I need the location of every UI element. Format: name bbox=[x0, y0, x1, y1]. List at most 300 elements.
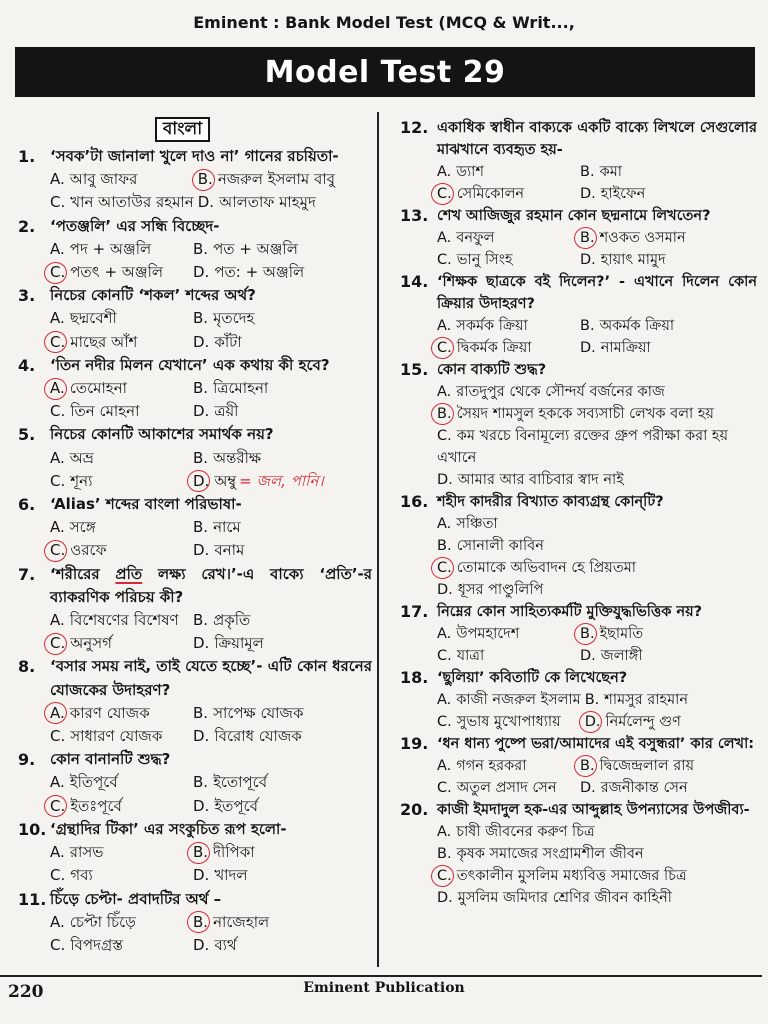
options-list bbox=[15, 771, 372, 817]
option-a bbox=[50, 307, 193, 330]
option-b bbox=[193, 447, 372, 470]
question-line bbox=[15, 748, 372, 771]
question-number: 5. bbox=[18, 425, 36, 445]
question-text: ‘শিক্ষক ছাত্রকে বই দিলেন?’ - এখানে দিলেন কোন ক্রিয়ার উদাহরণ? bbox=[437, 274, 757, 312]
option-text: কমা bbox=[599, 164, 622, 180]
option-label bbox=[50, 447, 65, 470]
option-d bbox=[585, 711, 757, 733]
option-a bbox=[437, 513, 757, 535]
option-a bbox=[50, 609, 193, 632]
option-label bbox=[50, 934, 65, 957]
option-c bbox=[50, 632, 193, 655]
option-text: ক্রিয়ামূল bbox=[214, 634, 264, 653]
option-text: ড্যাশ bbox=[456, 164, 484, 180]
option-a bbox=[50, 377, 193, 400]
option-label bbox=[437, 425, 452, 447]
option-c bbox=[437, 865, 757, 887]
question-number: 6. bbox=[18, 495, 36, 515]
option-d bbox=[193, 331, 372, 354]
option-label bbox=[193, 377, 208, 400]
question-block bbox=[15, 748, 372, 818]
option-d bbox=[437, 887, 757, 909]
options-list bbox=[15, 702, 372, 748]
option-letter: A. bbox=[437, 626, 452, 642]
option-text: খাদল bbox=[214, 866, 248, 885]
option-label bbox=[437, 689, 451, 711]
option-letter: A. bbox=[50, 448, 65, 467]
option-letter: B. bbox=[584, 692, 600, 708]
option-letter: C. bbox=[50, 541, 66, 560]
option-letter: C. bbox=[437, 648, 452, 664]
option-b bbox=[580, 315, 757, 337]
options-list bbox=[15, 238, 372, 284]
question-number: 8. bbox=[18, 657, 36, 677]
running-title: Eminent : Bank Model Test (MCQ & Writ..., bbox=[193, 13, 575, 32]
option-label bbox=[50, 238, 65, 261]
question-text: ‘ছুলিয়া’ কবিতাটি কে লিখেছেন? bbox=[437, 670, 628, 686]
options-list bbox=[385, 755, 757, 799]
option-b bbox=[585, 689, 757, 711]
question-line bbox=[385, 271, 757, 315]
option-text: ওরফে bbox=[70, 541, 107, 560]
option-text: শামসুর রাহমান bbox=[604, 692, 688, 708]
option-letter: B. bbox=[580, 758, 595, 774]
option-text: দ্বিজেন্দ্রলাল রায় bbox=[599, 758, 694, 774]
options-list bbox=[385, 689, 757, 733]
option-letter: C. bbox=[50, 471, 66, 490]
option-letter: B. bbox=[580, 230, 595, 246]
option-text: বনফুল bbox=[456, 230, 495, 246]
option-b bbox=[580, 227, 757, 249]
option-label bbox=[50, 632, 65, 655]
option-label bbox=[50, 841, 65, 864]
question-number: 2. bbox=[18, 216, 36, 236]
question-text: কাজী ইমদাদুল হক-এর আব্দুল্লাহ উপন্যাসের উপজীব্য- bbox=[437, 802, 750, 818]
option-d bbox=[580, 645, 757, 667]
option-a bbox=[437, 381, 757, 403]
option-text: বিপদগ্রস্ত bbox=[70, 935, 123, 954]
option-letter: A. bbox=[437, 824, 452, 840]
option-text: উপমহাদেশ bbox=[456, 626, 520, 642]
option-label bbox=[437, 249, 452, 271]
option-label bbox=[437, 623, 451, 645]
question-number: 15. bbox=[400, 360, 429, 379]
question-text: নিম্নের কোন সাহিত্যকর্মটি মুক্তিযুদ্ধভিত্তিক নয়? bbox=[437, 604, 703, 620]
option-letter: D. bbox=[580, 780, 596, 796]
option-letter: D. bbox=[584, 714, 601, 730]
option-label bbox=[437, 337, 452, 359]
option-letter: B. bbox=[437, 846, 452, 862]
option-a bbox=[50, 168, 198, 191]
option-label bbox=[437, 513, 451, 535]
option-label bbox=[437, 227, 451, 249]
option-text: সাপেক্ষ যোজক bbox=[213, 703, 304, 722]
option-text: অতুল প্রসাদ সেন bbox=[456, 780, 557, 796]
option-d bbox=[193, 400, 372, 423]
option-label bbox=[580, 227, 595, 249]
option-label bbox=[437, 161, 451, 183]
option-label bbox=[437, 865, 452, 887]
option-letter: A. bbox=[50, 703, 65, 722]
option-c bbox=[437, 557, 757, 579]
underlined-word: প্রতি bbox=[115, 564, 143, 583]
option-text: রাতদুপুর থেকে সৌন্দর্য বর্জনের কাজ bbox=[456, 384, 665, 400]
option-d bbox=[580, 183, 757, 205]
question-line bbox=[385, 667, 757, 689]
option-text: কম খরচে বিনামূল্যে রক্তের গ্রুপ পরীক্ষা করা হয় এখানে bbox=[437, 428, 729, 466]
option-label bbox=[437, 557, 452, 579]
option-text: তৎকালীন মুসলিম মধ্যবিত্ত সমাজের চিত্র bbox=[456, 868, 687, 884]
option-letter: B. bbox=[193, 448, 209, 467]
option-text: তেমোহনা bbox=[69, 379, 127, 398]
option-label bbox=[50, 331, 65, 354]
option-letter: C. bbox=[437, 868, 452, 884]
option-label bbox=[50, 702, 65, 725]
option-letter: C. bbox=[50, 796, 66, 815]
question-block bbox=[385, 359, 757, 491]
option-letter: A. bbox=[50, 611, 65, 630]
option-c bbox=[437, 711, 585, 733]
question-block bbox=[385, 205, 757, 271]
option-letter: D. bbox=[193, 866, 210, 885]
option-text: মাছের আঁশ bbox=[70, 332, 138, 351]
option-b bbox=[193, 516, 372, 539]
option-b bbox=[193, 702, 372, 725]
question-block bbox=[385, 491, 757, 601]
option-b bbox=[193, 841, 372, 864]
question-line bbox=[15, 354, 372, 377]
option-label bbox=[437, 887, 453, 909]
option-letter: D. bbox=[193, 541, 210, 560]
options-list bbox=[15, 841, 372, 887]
options-list bbox=[385, 227, 757, 271]
option-letter: B. bbox=[193, 309, 209, 328]
question-number: 4. bbox=[18, 355, 36, 375]
option-letter: C. bbox=[437, 714, 452, 730]
option-letter: B. bbox=[580, 318, 595, 334]
option-label bbox=[193, 632, 209, 655]
option-letter: B. bbox=[193, 239, 209, 258]
option-text: দীপিকা bbox=[213, 843, 255, 862]
question-text: ‘বসার সময় নাই, তাই যেতে হচ্ছে’- এটি কোন ধরনের যোজকের উদাহরণ? bbox=[50, 657, 372, 699]
option-text: যাত্রা bbox=[456, 648, 485, 664]
option-d bbox=[193, 725, 372, 748]
option-c bbox=[50, 539, 193, 562]
question-line bbox=[385, 359, 757, 381]
option-letter: B. bbox=[197, 170, 213, 189]
question-text: ‘ধন ধান্য পুষ্পে ভরা/আমাদের এই বসুন্ধরা’ কার লেখা: bbox=[437, 736, 755, 752]
question-text: নিচের কোনটি ‘শকল’ শব্দের অর্থ? bbox=[50, 286, 256, 305]
option-label bbox=[437, 535, 452, 557]
option-text: গব্য bbox=[70, 866, 93, 885]
option-label bbox=[437, 755, 451, 777]
question-block bbox=[15, 284, 372, 354]
option-a bbox=[437, 821, 757, 843]
option-text: হাইফেন bbox=[600, 186, 646, 202]
option-letter: A. bbox=[50, 239, 65, 258]
option-text: তোমাকে অভিবাদন হে প্রিয়তমা bbox=[456, 560, 636, 576]
question-text: ‘পতঞ্জলি’ এর সন্ধি বিচ্ছেদ- bbox=[50, 216, 220, 235]
option-label bbox=[193, 261, 209, 284]
option-label bbox=[198, 191, 214, 214]
option-label bbox=[50, 725, 65, 748]
option-c bbox=[437, 425, 757, 469]
option-text: নির্মলেন্দু গুণ bbox=[605, 714, 681, 730]
option-letter: C. bbox=[437, 780, 452, 796]
option-letter: A. bbox=[437, 230, 452, 246]
question-block bbox=[15, 215, 372, 285]
option-text: ইতিপূর্বে bbox=[69, 773, 118, 792]
option-label bbox=[50, 307, 65, 330]
option-d bbox=[580, 777, 757, 799]
option-c bbox=[50, 331, 193, 354]
option-a bbox=[50, 841, 193, 864]
option-text: সকর্মক ক্রিয়া bbox=[456, 318, 528, 334]
page-number: 220 bbox=[8, 982, 44, 1002]
option-letter: C. bbox=[437, 186, 452, 202]
option-label bbox=[580, 315, 595, 337]
options-list bbox=[385, 161, 757, 205]
options-list bbox=[15, 609, 372, 655]
options-list bbox=[385, 315, 757, 359]
question-line bbox=[385, 733, 757, 755]
option-letter: A. bbox=[50, 843, 65, 862]
option-letter: B. bbox=[193, 379, 209, 398]
option-text: সৈয়দ শামসুল হককে সব্যসাচী লেখক বলা হয় bbox=[456, 406, 714, 422]
publisher-name: Eminent Publication bbox=[303, 980, 465, 996]
title-banner bbox=[15, 47, 755, 97]
question-text: ‘সবক’টা জানালা খুলে দাও না’ গানের রচয়িতা- bbox=[50, 147, 339, 165]
option-letter: B. bbox=[193, 773, 209, 792]
option-letter: C. bbox=[50, 935, 66, 954]
option-text: চাষী জীবনের করুণ চিত্র bbox=[456, 824, 595, 840]
question-line bbox=[15, 493, 372, 516]
option-text: ত্রিমোহনা bbox=[213, 379, 269, 398]
question-block bbox=[15, 354, 372, 424]
handwritten-note: = জল, পানি। bbox=[239, 471, 324, 490]
option-letter: B. bbox=[193, 518, 209, 537]
option-b bbox=[193, 911, 372, 934]
option-text: অম্বু bbox=[214, 471, 237, 490]
option-letter: B. bbox=[437, 406, 452, 422]
options-list bbox=[385, 623, 757, 667]
option-b bbox=[193, 377, 372, 400]
option-letter: D. bbox=[193, 332, 210, 351]
option-label bbox=[193, 238, 208, 261]
question-text: কোন বানানটি শুদ্ধ? bbox=[50, 750, 171, 769]
option-letter: C. bbox=[50, 193, 66, 212]
option-a bbox=[50, 516, 193, 539]
options-list bbox=[15, 447, 372, 493]
option-letter: D. bbox=[193, 402, 210, 421]
section-heading bbox=[15, 115, 372, 145]
option-d bbox=[193, 632, 372, 655]
option-label bbox=[50, 168, 65, 191]
option-c bbox=[50, 470, 193, 493]
option-label bbox=[50, 911, 65, 934]
option-label bbox=[580, 645, 596, 667]
question-number: 13. bbox=[400, 206, 429, 225]
option-text: পত: + অঞ্জলি bbox=[214, 263, 305, 282]
question-number: 3. bbox=[18, 286, 36, 306]
option-letter: B. bbox=[193, 912, 209, 931]
option-text: মুসলিম জমিদার শ্রেণির জীবন কাহিনী bbox=[457, 890, 672, 906]
question-line bbox=[385, 601, 757, 623]
option-label bbox=[437, 579, 453, 601]
option-d bbox=[193, 261, 372, 284]
option-d bbox=[437, 469, 757, 491]
question-number: 19. bbox=[400, 734, 429, 753]
option-letter: A. bbox=[50, 309, 65, 328]
question-block bbox=[15, 563, 372, 656]
option-label bbox=[193, 795, 209, 818]
option-b bbox=[437, 535, 757, 557]
option-c bbox=[50, 191, 198, 214]
option-text: নামক্রিয়া bbox=[600, 340, 651, 356]
option-label bbox=[580, 161, 595, 183]
question-number: 9. bbox=[18, 750, 36, 770]
options-list bbox=[15, 307, 372, 353]
option-label bbox=[50, 609, 65, 632]
question-block bbox=[385, 799, 757, 909]
option-letter: C. bbox=[50, 727, 66, 746]
option-letter: C. bbox=[50, 634, 66, 653]
option-text: ইতঃপূর্বে bbox=[70, 796, 122, 815]
option-label bbox=[50, 516, 65, 539]
question-text: ‘Alias’ শব্দের বাংলা পরিভাষা- bbox=[50, 495, 242, 514]
option-text: চেপ্টা চিঁড়ে bbox=[69, 912, 136, 931]
question-line bbox=[15, 818, 372, 841]
option-label bbox=[50, 539, 65, 562]
option-a bbox=[437, 689, 585, 711]
question-number: 20. bbox=[400, 800, 429, 819]
question-number: 18. bbox=[400, 668, 429, 687]
option-letter: D. bbox=[193, 796, 210, 815]
option-d bbox=[580, 249, 757, 271]
options-list bbox=[15, 911, 372, 957]
option-label bbox=[193, 864, 209, 887]
option-a bbox=[50, 911, 193, 934]
question-block bbox=[15, 423, 372, 493]
option-letter: B. bbox=[193, 611, 209, 630]
option-text: শওকত ওসমান bbox=[599, 230, 686, 246]
option-label bbox=[437, 315, 451, 337]
option-label bbox=[580, 249, 596, 271]
option-label bbox=[50, 400, 65, 423]
option-letter: D. bbox=[580, 648, 596, 664]
option-letter: C. bbox=[437, 428, 452, 444]
question-number: 16. bbox=[400, 492, 429, 511]
option-label bbox=[437, 711, 452, 733]
option-text: ইছামতি bbox=[599, 626, 644, 642]
option-label bbox=[193, 771, 208, 794]
option-d bbox=[193, 864, 372, 887]
option-label bbox=[193, 539, 209, 562]
option-text: অকর্মক ক্রিয়া bbox=[599, 318, 675, 334]
question-line bbox=[385, 799, 757, 821]
banner-title: Model Test 29 bbox=[264, 54, 506, 90]
right-column bbox=[385, 117, 757, 967]
option-label bbox=[193, 400, 209, 423]
option-text: সেমিকোলন bbox=[456, 186, 525, 202]
question-text: চিঁড়ে চেপ্টা- প্রবাদটির অর্থ – bbox=[50, 889, 222, 908]
option-letter: D. bbox=[437, 890, 453, 906]
option-text: কারণ যোজক bbox=[69, 703, 150, 722]
option-text: নামে bbox=[213, 518, 241, 537]
option-label bbox=[193, 725, 209, 748]
option-a bbox=[50, 447, 193, 470]
option-a bbox=[437, 161, 580, 183]
option-text: রাসভ bbox=[69, 843, 104, 862]
option-text: ধূসর পাণ্ডুলিপি bbox=[457, 582, 544, 598]
footer-rule bbox=[0, 975, 762, 977]
option-letter: C. bbox=[50, 332, 66, 351]
option-a bbox=[50, 702, 193, 725]
option-text: সাধারণ যোজক bbox=[70, 727, 163, 746]
option-label bbox=[193, 609, 208, 632]
option-letter: A. bbox=[437, 318, 452, 334]
option-c bbox=[50, 725, 193, 748]
option-letter: C. bbox=[437, 252, 452, 268]
option-label bbox=[580, 337, 596, 359]
question-text: ‘তিন নদীর মিলন যেখানে’ এক কথায় কী হবে? bbox=[50, 355, 330, 374]
option-text: দ্বিকর্মক ক্রিয়া bbox=[456, 340, 532, 356]
question-text-part: ‘শরীরের bbox=[50, 564, 116, 583]
option-b bbox=[198, 168, 372, 191]
option-text: ত্রয়ী bbox=[214, 402, 239, 421]
question-block bbox=[15, 493, 372, 563]
option-label bbox=[193, 702, 208, 725]
option-label bbox=[193, 307, 208, 330]
section-title: বাংলা bbox=[155, 117, 210, 142]
option-letter: D. bbox=[193, 727, 210, 746]
option-text: বিরোধ যোজক bbox=[214, 727, 302, 746]
option-label bbox=[193, 447, 208, 470]
option-letter: D. bbox=[193, 634, 210, 653]
option-b bbox=[193, 609, 372, 632]
option-text: মৃতদেহ bbox=[213, 309, 255, 328]
option-label bbox=[50, 795, 65, 818]
option-label bbox=[580, 183, 596, 205]
option-letter: C. bbox=[50, 402, 66, 421]
options-list bbox=[385, 513, 757, 601]
option-text: ছদ্মবেশী bbox=[69, 309, 117, 328]
option-label bbox=[193, 516, 208, 539]
option-label bbox=[437, 645, 452, 667]
question-line bbox=[385, 491, 757, 513]
options-list bbox=[15, 168, 372, 214]
option-text: কৃষক সমাজের সংগ্রামশীল জীবন bbox=[456, 846, 644, 862]
option-b bbox=[580, 755, 757, 777]
option-text: অনুসর্গ bbox=[70, 634, 112, 653]
option-c bbox=[437, 337, 580, 359]
option-d bbox=[198, 191, 372, 214]
question-text: নিচের কোনটি আকাশের সমার্থক নয়? bbox=[50, 425, 274, 444]
option-text: অভ্র bbox=[69, 448, 94, 467]
option-d bbox=[580, 337, 757, 359]
question-block bbox=[15, 888, 372, 958]
option-label bbox=[50, 771, 65, 794]
question-line bbox=[15, 888, 372, 911]
option-letter: C. bbox=[50, 263, 66, 282]
option-text: আমার আর বাচিবার স্বাদ নাই bbox=[457, 472, 624, 488]
option-c bbox=[50, 261, 193, 284]
option-letter: A. bbox=[50, 518, 65, 537]
option-letter: A. bbox=[437, 384, 452, 400]
option-a bbox=[437, 227, 580, 249]
option-letter: D. bbox=[437, 582, 453, 598]
option-letter: D. bbox=[193, 935, 210, 954]
